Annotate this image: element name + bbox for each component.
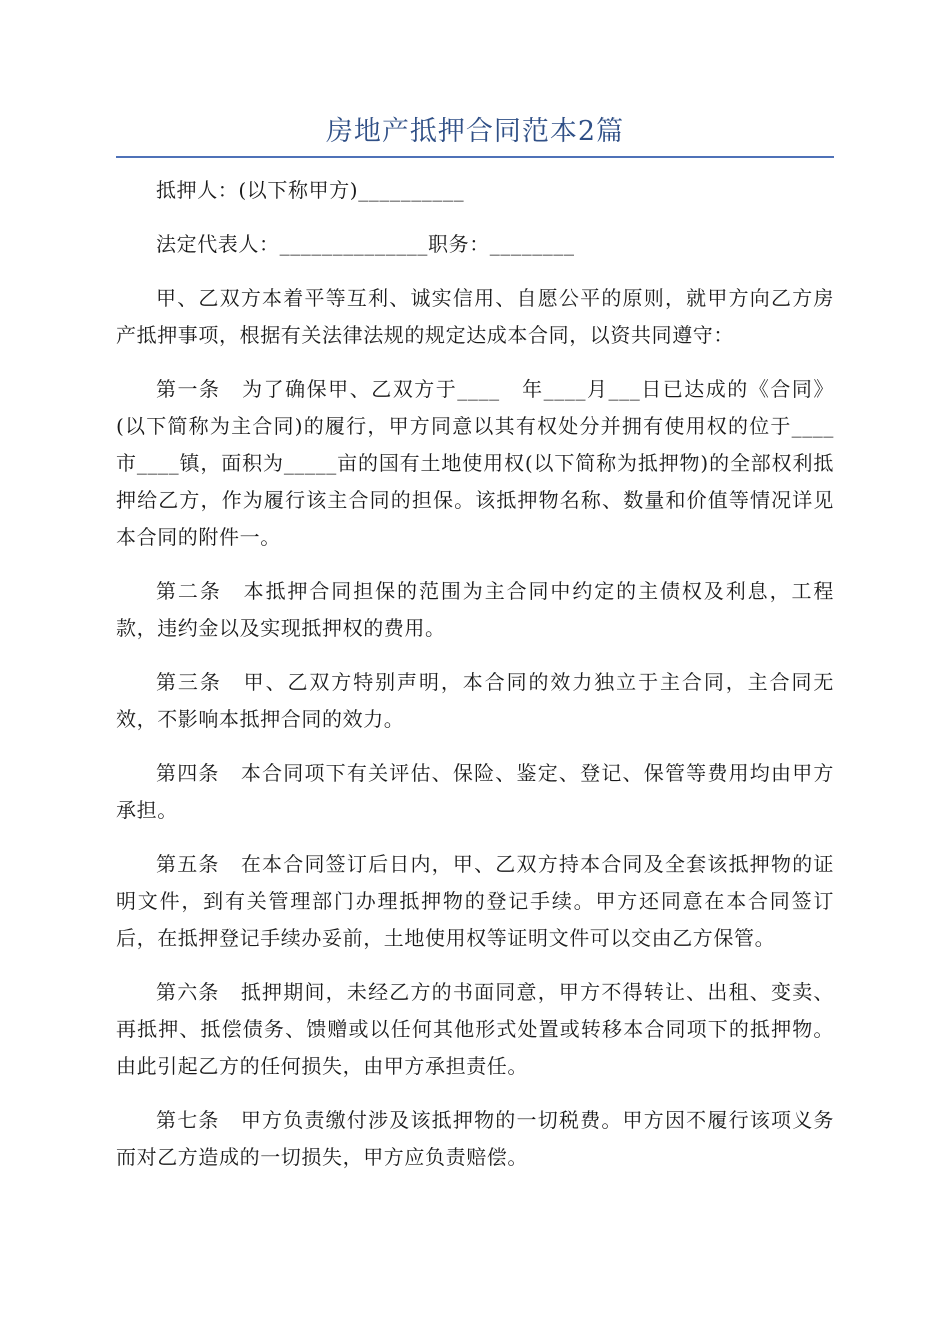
- paragraph-article-3: 第三条 甲、乙双方特别声明，本合同的效力独立于主合同，主合同无效，不影响本抵押合同的效力。: [116, 670, 834, 731]
- paragraph-article-4: 第四条 本合同项下有关评估、保险、鉴定、登记、保管等费用均由甲方承担。: [116, 761, 834, 822]
- paragraph-article-1: 第一条 为了确保甲、乙双方于____ 年____月___日已达成的《合同》(以下简称为主合同)的履行，甲方同意以其有权处分并拥有使用权的位于____市____镇，面积为_____亩的国有土地使用权(以下简称为抵押物)的全部权利抵押给乙方，作为履行该主合同的担保。该抵押物名称、数量和价值等情况详见本合同的附件一。: [116, 377, 834, 549]
- paragraph-article-6: 第六条 抵押期间，未经乙方的书面同意，甲方不得转让、出租、变卖、再抵押、抵偿债务、馈赠或以任何其他形式处置或转移本合同项下的抵押物。由此引起乙方的任何损失，由甲方承担责任。: [116, 980, 834, 1078]
- document-title: 房地产抵押合同范本2篇: [116, 110, 834, 158]
- paragraph-article-7: 第七条 甲方负责缴付涉及该抵押物的一切税费。甲方因不履行该项义务而对乙方造成的一切损失，甲方应负责赔偿。: [116, 1108, 834, 1169]
- paragraph-article-2: 第二条 本抵押合同担保的范围为主合同中约定的主债权及利息，工程款，违约金以及实现抵押权的费用。: [116, 579, 834, 640]
- paragraph-article-5: 第五条 在本合同签订后日内，甲、乙双方持本合同及全套该抵押物的证明文件，到有关管理部门办理抵押物的登记手续。甲方还同意在本合同签订后，在抵押登记手续办妥前，土地使用权等证明文件可以交由乙方保管。: [116, 852, 834, 950]
- paragraph-preamble: 甲、乙双方本着平等互利、诚实信用、自愿公平的原则，就甲方向乙方房产抵押事项，根据有关法律法规的规定达成本合同，以资共同遵守：: [116, 286, 834, 347]
- paragraph-mortgagor: 抵押人：(以下称甲方)__________: [156, 178, 465, 202]
- paragraph-legal-representative: 法定代表人：______________职务：________: [156, 232, 575, 256]
- document-page: [116, 110, 834, 1193]
